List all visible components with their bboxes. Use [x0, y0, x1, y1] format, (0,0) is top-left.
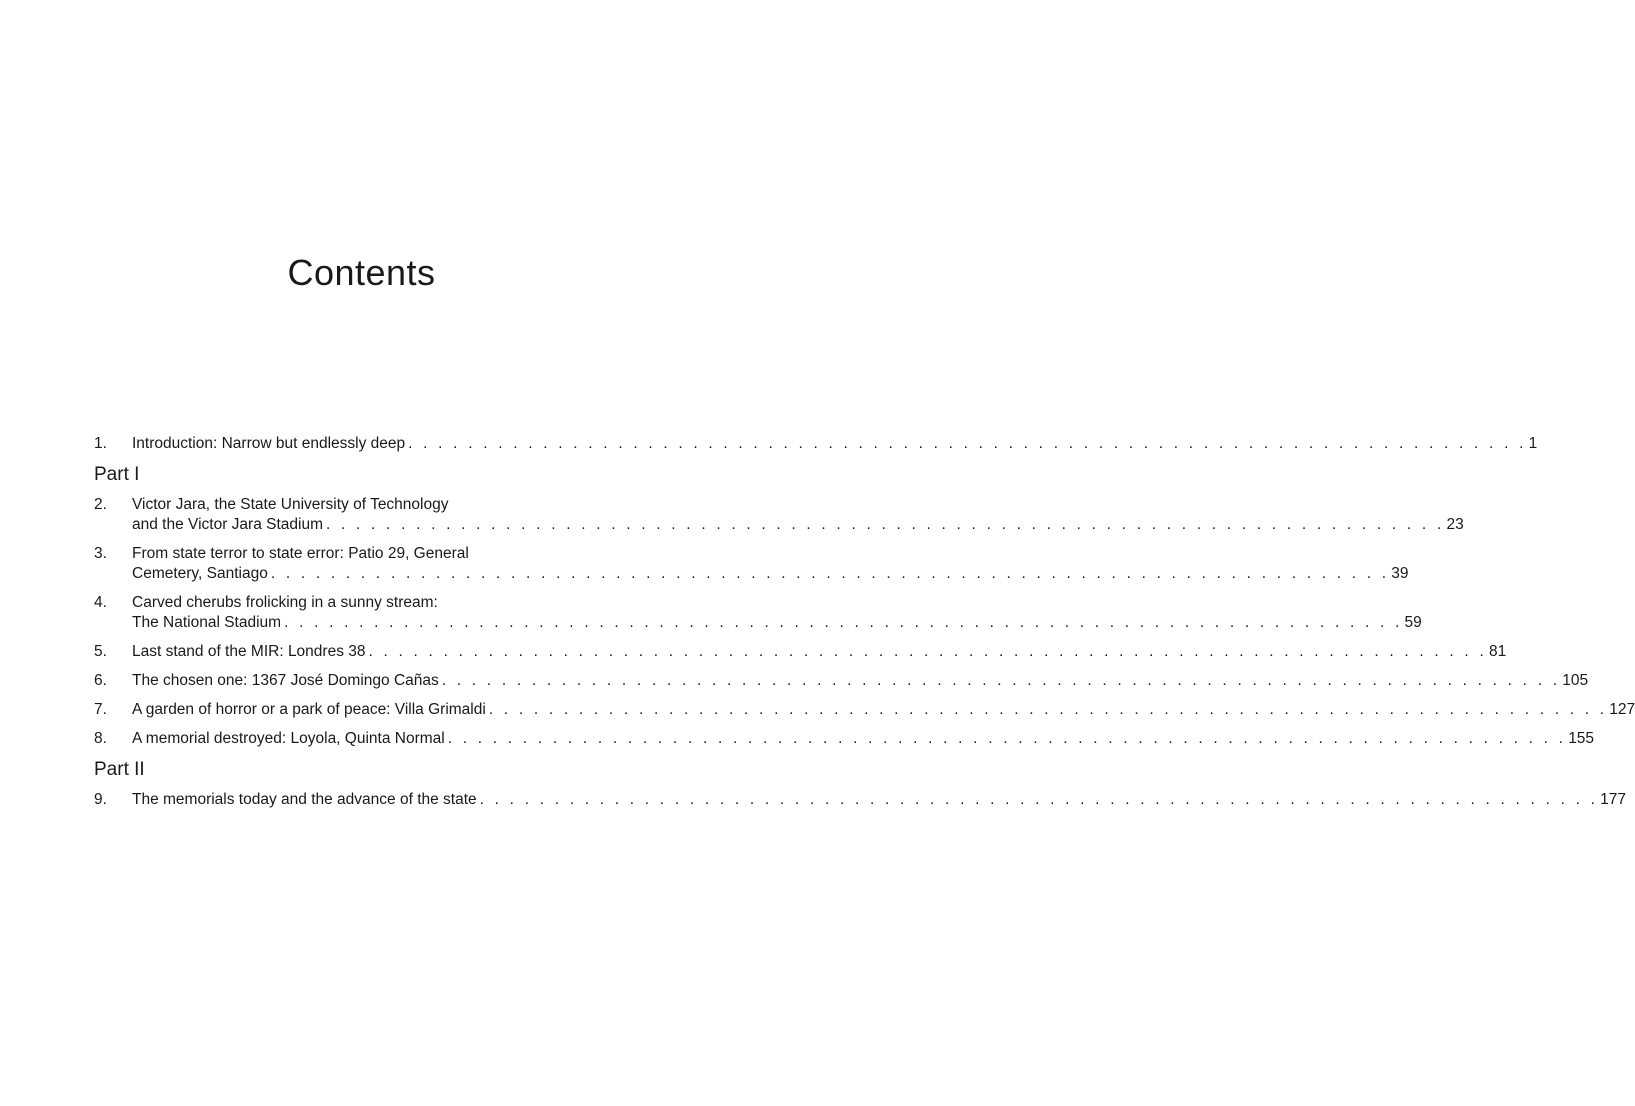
toc-entry-7[interactable]: [94, 700, 1635, 720]
page-number: 177: [1600, 791, 1626, 808]
chapter-number: 5.: [94, 643, 107, 660]
chapter-number: 4.: [94, 594, 107, 611]
page-number: 155: [1568, 730, 1595, 747]
chapter-number: 2.: [94, 496, 107, 513]
chapter-title-continued: The National Stadium: [132, 614, 282, 631]
page-number: 23: [1446, 516, 1464, 533]
toc-entry-3[interactable]: [94, 544, 1409, 584]
page-number: 81: [1488, 643, 1507, 660]
chapter-title-continued: and the Victor Jara Stadium: [132, 516, 323, 533]
chapter-title: Last stand of the MIR: Londres 38: [132, 643, 366, 660]
dot-leader: . . . . . . . . . . . . . . . . . . . . . . . . . . . . . . . . . . . . . . . . . . . . . . . . . . . . . . . . . . . . . . . . . . . . . . . . . . .: [408, 435, 1527, 452]
chapter-number: 3.: [94, 545, 107, 562]
chapter-number: 9.: [94, 791, 107, 808]
chapter-title: Introduction: Narrow but endlessly deep: [132, 435, 406, 452]
chapter-number: 7.: [94, 701, 107, 718]
page-number: 127: [1609, 701, 1635, 718]
dot-leader: . . . . . . . . . . . . . . . . . . . . . . . . . . . . . . . . . . . . . . . . . . . . . . . . . . . . . . . . . . . . . . . . . . . . . . . . . . .: [479, 791, 1599, 808]
chapter-title: From state terror to state error: Patio 29, General: [132, 545, 469, 562]
page-number: 39: [1391, 565, 1409, 582]
toc-entry-8[interactable]: [94, 729, 1595, 749]
toc-entry-5[interactable]: [94, 642, 1507, 662]
chapter-title: A garden of horror or a park of peace: Villa Grimaldi: [132, 701, 486, 718]
chapter-title-continued: Cemetery, Santiago: [132, 565, 268, 582]
page-number: 59: [1404, 614, 1422, 631]
page-number: 1: [1528, 435, 1538, 452]
part-heading-1: Part I: [94, 464, 140, 485]
toc-entry-6[interactable]: [94, 671, 1589, 691]
chapter-title: A memorial destroyed: Loyola, Quinta Normal: [132, 730, 445, 747]
toc-entry-2[interactable]: [94, 495, 1464, 535]
chapter-title: Carved cherubs frolicking in a sunny stream:: [132, 594, 438, 611]
dot-leader: . . . . . . . . . . . . . . . . . . . . . . . . . . . . . . . . . . . . . . . . . . . . . . . . . . . . . . . . . . . . . . . . . . . . . . . . . . .: [488, 701, 1608, 718]
page-title: Contents: [287, 252, 436, 294]
dot-leader: . . . . . . . . . . . . . . . . . . . . . . . . . . . . . . . . . . . . . . . . . . . . . . . . . . . . . . . . . . . . . . . . . . . . . . . . . . .: [441, 672, 1561, 689]
chapter-number: 6.: [94, 672, 107, 689]
chapter-title: The chosen one: 1367 José Domingo Cañas: [132, 672, 439, 689]
dot-leader: . . . . . . . . . . . . . . . . . . . . . . . . . . . . . . . . . . . . . . . . . . . . . . . . . . . . . . . . . . . . . . . . . . . . . . . . . . .: [368, 643, 1487, 660]
table-of-contents: [94, 434, 1635, 819]
toc-entry-9[interactable]: [94, 790, 1626, 810]
part-heading-2: Part II: [94, 759, 145, 780]
dot-leader: . . . . . . . . . . . . . . . . . . . . . . . . . . . . . . . . . . . . . . . . . . . . . . . . . . . . . . . . . . . . . . . . . . . . . . . . . . .: [447, 730, 1567, 747]
dot-leader: . . . . . . . . . . . . . . . . . . . . . . . . . . . . . . . . . . . . . . . . . . . . . . . . . . . . . . . . . . . . . . . . . . . . . . . . . . .: [326, 516, 1445, 533]
toc-entry-1[interactable]: [94, 434, 1538, 454]
chapter-title: Victor Jara, the State University of Technology: [132, 496, 449, 513]
toc-entry-4[interactable]: [94, 593, 1422, 633]
page-number: 105: [1562, 672, 1589, 689]
chapter-number: 8.: [94, 730, 107, 747]
chapter-title: The memorials today and the advance of the state: [132, 791, 477, 808]
dot-leader: . . . . . . . . . . . . . . . . . . . . . . . . . . . . . . . . . . . . . . . . . . . . . . . . . . . . . . . . . . . . . . . . . . . . . . . . . . .: [284, 614, 1403, 631]
chapter-number: 1.: [94, 435, 107, 452]
dot-leader: . . . . . . . . . . . . . . . . . . . . . . . . . . . . . . . . . . . . . . . . . . . . . . . . . . . . . . . . . . . . . . . . . . . . . . . . . . .: [270, 565, 1390, 582]
